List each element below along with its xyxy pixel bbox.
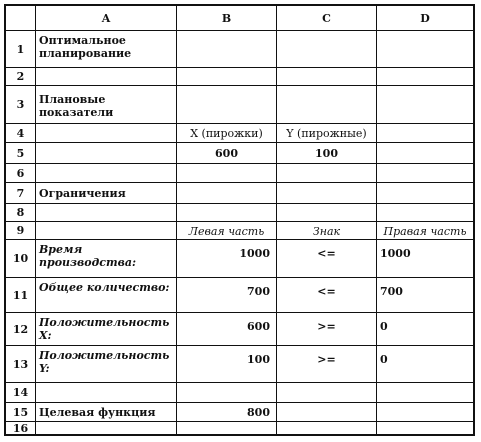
cell-b5[interactable]: 600: [215, 146, 238, 160]
cell-c13[interactable]: >=: [317, 353, 336, 366]
cell-b12[interactable]: 600: [247, 320, 270, 333]
cell-a1[interactable]: Оптимальное планирование: [39, 34, 132, 60]
column-header-b[interactable]: B: [221, 11, 232, 25]
gridline: [6, 421, 473, 422]
cell-a7[interactable]: Ограничения: [39, 186, 126, 200]
cell-d10[interactable]: 1000: [380, 247, 411, 260]
cell-a3[interactable]: Плановые показатели: [39, 93, 114, 119]
row-header-7[interactable]: 7: [16, 186, 25, 200]
row-header-13[interactable]: 13: [12, 357, 29, 371]
cell-a10[interactable]: Время производства:: [39, 243, 137, 269]
cell-c12[interactable]: >=: [317, 320, 336, 333]
cell-d13[interactable]: 0: [380, 353, 388, 366]
row-header-4[interactable]: 4: [16, 126, 25, 140]
row-header-2[interactable]: 2: [16, 70, 25, 83]
row-header-10[interactable]: 10: [12, 252, 29, 265]
cell-b11[interactable]: 700: [247, 285, 270, 298]
cell-c4[interactable]: Y (пирожные): [286, 126, 367, 140]
cell-b13[interactable]: 100: [247, 353, 270, 366]
cell-a13[interactable]: Положительность Y:: [39, 349, 170, 375]
cell-a11[interactable]: Общее количество:: [39, 281, 170, 294]
cell-c5[interactable]: 100: [315, 146, 338, 160]
cell-d11[interactable]: 700: [380, 285, 403, 298]
row-header-15[interactable]: 15: [12, 405, 29, 419]
row-header-14[interactable]: 14: [12, 386, 29, 399]
spreadsheet-grid: [4, 4, 475, 436]
cell-d12[interactable]: 0: [380, 320, 388, 333]
gridline: [6, 382, 473, 383]
row-header-9[interactable]: 9: [16, 224, 25, 237]
cell-c11[interactable]: <=: [317, 285, 336, 298]
cell-c10[interactable]: <=: [317, 247, 336, 260]
gridline: [6, 203, 473, 204]
column-header-a[interactable]: A: [101, 11, 111, 25]
row-header-8[interactable]: 8: [16, 206, 25, 219]
row-header-5[interactable]: 5: [16, 146, 25, 160]
row-header-3[interactable]: 3: [16, 98, 25, 111]
row-header-1[interactable]: 1: [16, 42, 25, 56]
cell-a12[interactable]: Положительность X:: [39, 316, 170, 342]
column-header-c[interactable]: C: [322, 11, 331, 25]
cell-b15[interactable]: 800: [247, 405, 270, 419]
gridline: [6, 163, 473, 164]
cell-b10[interactable]: 1000: [239, 247, 270, 260]
row-header-11[interactable]: 11: [12, 288, 29, 302]
cell-b4[interactable]: X (пирожки): [190, 126, 263, 140]
cell-a15[interactable]: Целевая функция: [39, 405, 156, 419]
row-header-16[interactable]: 16: [12, 421, 29, 435]
row-header-6[interactable]: 6: [16, 166, 25, 180]
cell-d9[interactable]: Правая часть: [383, 225, 467, 238]
cell-b9[interactable]: Левая часть: [188, 225, 265, 238]
gridline: [6, 67, 473, 68]
cell-c9[interactable]: Знак: [312, 225, 341, 238]
column-header-d[interactable]: D: [420, 11, 430, 25]
row-header-12[interactable]: 12: [12, 322, 29, 336]
